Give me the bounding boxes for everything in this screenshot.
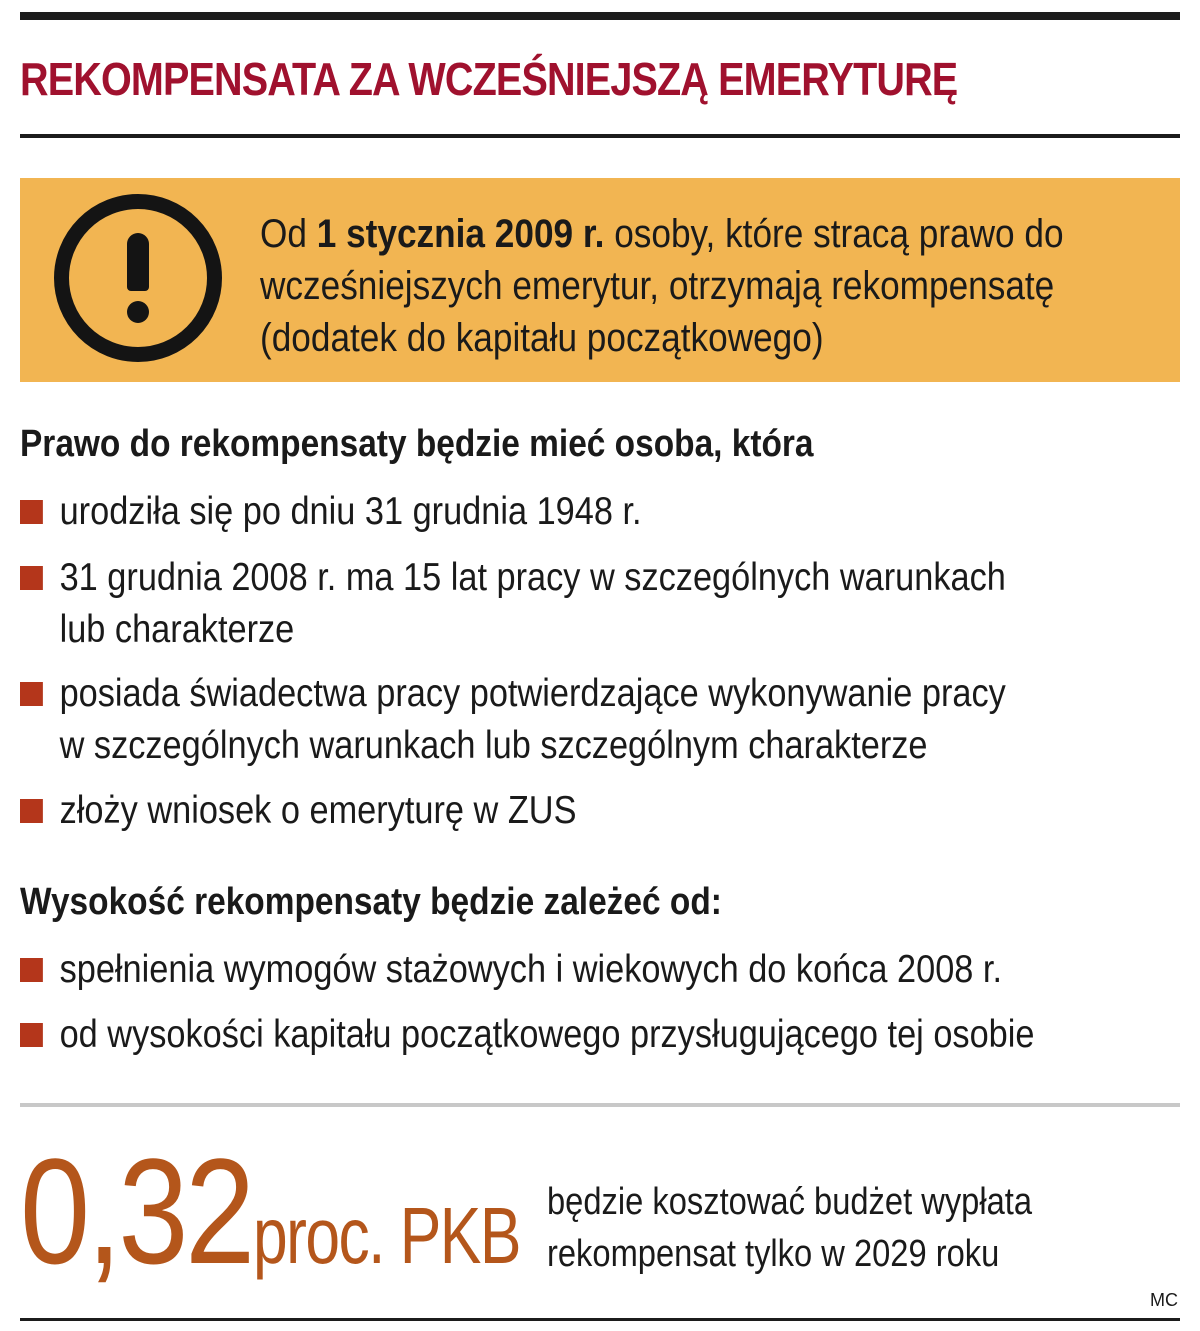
- list-item: spełnienia wymogów stażowych i wiekowych do końca 2008 r.: [20, 944, 1111, 996]
- list-item: posiada świadectwa pracy potwierdzające wykonywanie pracy w szczególnych warunkach lub szczególnym charakterze: [20, 668, 1111, 772]
- stat-unit: proc. PKB: [253, 1191, 520, 1280]
- exclamation-circle-icon: [54, 194, 222, 362]
- page-title: REKOMPENSATA ZA WCZEŚNIEJSZĄ EMERYTURĘ: [20, 53, 958, 105]
- eligibility-heading: Prawo do rekompensaty będzie mieć osoba, która: [20, 423, 814, 465]
- bullet-square-icon: [20, 500, 43, 524]
- bullet-square-icon: [20, 1023, 43, 1047]
- list-item: 31 grudnia 2008 r. ma 15 lat pracy w szczególnych warunkach lub charakterze: [20, 552, 1111, 656]
- list-item: złoży wniosek o emeryturę w ZUS: [20, 785, 1111, 837]
- top-rule: [20, 12, 1180, 20]
- stat-description: będzie kosztować budżet wypłata rekompensat tylko w 2029 roku: [547, 1181, 1033, 1275]
- note-box: [20, 178, 1180, 382]
- amount-heading: Wysokość rekompensaty będzie zależeć od:: [20, 881, 722, 923]
- bullet-square-icon: [20, 682, 43, 706]
- title-rule: [20, 134, 1180, 138]
- bullet-square-icon: [20, 958, 43, 982]
- stat-number: 0,32: [20, 1127, 252, 1295]
- bullet-square-icon: [20, 566, 43, 590]
- divider: [20, 1103, 1180, 1107]
- bottom-rule: [20, 1318, 1180, 1321]
- author-credit: MC: [1150, 1290, 1178, 1310]
- note-date: 1 stycznia 2009 r.: [316, 212, 605, 256]
- list-item: od wysokości kapitału początkowego przysługującego tej osobie: [20, 1009, 1111, 1061]
- note-text: Od 1 stycznia 2009 r. osoby, które stracą prawo do wcześniejszych emerytur, otrzymają rekompensatę (dodatek do kapitału początkowego): [260, 212, 1064, 360]
- bullet-square-icon: [20, 799, 43, 823]
- list-item: urodziła się po dniu 31 grudnia 1948 r.: [20, 486, 1111, 538]
